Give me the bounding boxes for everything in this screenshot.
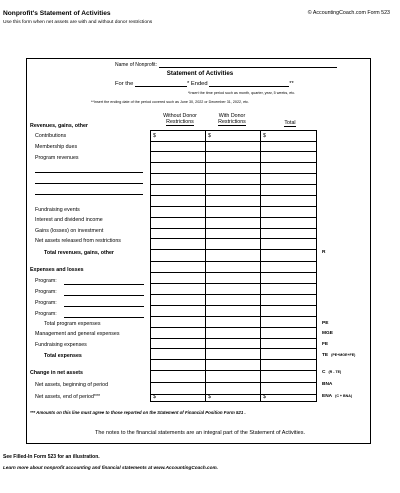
grid-hline: [150, 382, 317, 383]
dollar-sign: $: [153, 133, 156, 139]
row-gains: Gains (losses) on investment: [35, 228, 104, 234]
grid-hline: [150, 238, 317, 239]
grid-vline: [205, 130, 206, 401]
form-reference: © AccountingCoach.com Form 523: [307, 10, 390, 16]
dollar-sign: $: [263, 133, 266, 139]
expenses-heading: Expenses and losses: [30, 267, 84, 273]
period-note: *Insert the time period such as month, quarter, year, 5 weeks, etc.: [188, 91, 296, 95]
col-with-line1: With Donor: [218, 113, 246, 119]
blank-line[interactable]: [64, 306, 144, 307]
amounts-grid: [150, 130, 317, 401]
grid-hline: [150, 401, 317, 402]
code-te-formula: (PE+MGE+FE): [331, 353, 356, 357]
blank-line[interactable]: [35, 172, 143, 173]
dollar-sign: $: [208, 133, 211, 139]
footnote: *** Amounts on this line must agree to those reported on the Statement of Financial Position Form 521 .: [30, 410, 246, 415]
code-pe-label: PE: [322, 321, 329, 326]
grid-hline: [150, 162, 317, 163]
row-interest: Interest and dividend income: [35, 217, 103, 223]
grid-hline: [150, 206, 317, 207]
grid-hline: [150, 272, 317, 273]
code-ena-label: ENA: [322, 394, 333, 399]
row-released: Net assets released from restrictions: [35, 238, 121, 244]
col-without-donor: [155, 113, 205, 126]
col-without-line1: Without Donor: [163, 113, 197, 119]
grid-hline: [150, 316, 317, 317]
col-without-line2: Restrictions: [166, 119, 194, 126]
grid-vline: [150, 130, 151, 401]
col-with-line2: Restrictions: [218, 119, 246, 126]
nonprofit-name-label: Name of Nonprofit:: [115, 62, 157, 68]
dollar-sign: $: [263, 394, 266, 400]
code-c: [322, 370, 341, 375]
for-the-label: For the: [115, 81, 134, 87]
row-end: Net assets, end of period***: [35, 394, 101, 400]
code-fe: [322, 342, 328, 347]
code-ena-formula: (C + BNA): [335, 394, 353, 398]
end-date-note: **Insert the ending date of the period covered such as June 30, 2022 or December 31, 2022, etc.: [91, 100, 250, 104]
col-with-donor: [209, 113, 255, 126]
grid-hline: [150, 261, 317, 262]
code-pe: [322, 321, 328, 326]
end-date-line[interactable]: [209, 81, 289, 87]
col-total-label: Total: [284, 120, 296, 126]
code-fe-label: FE: [322, 342, 329, 347]
form-subtitle: Use this form when net assets are with and without donor restrictions: [3, 20, 153, 25]
row-program-revenues: Program revenues: [35, 155, 79, 161]
row-fundraising-events: Fundraising events: [35, 207, 80, 213]
grid-vline: [260, 130, 261, 401]
period-line[interactable]: [135, 81, 187, 87]
code-c-formula: (R - TE): [328, 370, 342, 374]
grid-hline: [150, 348, 317, 349]
learn-more: Learn more about nonprofit accounting and financial statements at www.AccountingCoach.com.: [3, 465, 218, 470]
code-te: [322, 353, 355, 358]
row-program: Program:: [35, 311, 57, 317]
ended-label: * Ended: [187, 81, 208, 87]
grid-hline: [150, 394, 317, 395]
nonprofit-name-line[interactable]: [159, 62, 337, 68]
grid-hline: [150, 338, 317, 339]
grid-hline: [150, 217, 317, 218]
code-c-label: C: [322, 370, 326, 375]
code-r-label: R: [322, 250, 326, 255]
grid-hline: [150, 327, 317, 328]
blank-line[interactable]: [64, 284, 144, 285]
row-management: Management and general expenses: [35, 331, 120, 337]
code-mge-label: MGE: [322, 331, 333, 336]
code-mge: [322, 331, 333, 336]
col-total: [264, 120, 316, 127]
see-illustration: See Filled-In Form 523 for an illustration.: [3, 454, 100, 460]
grid-hline: [150, 173, 317, 174]
grid-hline: [150, 130, 317, 131]
code-te-label: TE: [322, 353, 329, 358]
grid-hline: [150, 359, 317, 360]
row-program: Program:: [35, 289, 57, 295]
grid-hline: [150, 370, 317, 371]
grid-hline: [150, 294, 317, 295]
blank-line[interactable]: [64, 317, 144, 318]
blank-line[interactable]: [35, 183, 143, 184]
row-beginning: Net assets, beginning of period: [35, 382, 109, 388]
code-ena: [322, 394, 352, 399]
code-bna: [322, 382, 332, 387]
blank-line[interactable]: [35, 194, 143, 195]
blank-line[interactable]: [64, 295, 144, 296]
statement-title: Statement of Activities: [166, 70, 234, 77]
code-bna-label: BNA: [322, 382, 333, 387]
grid-hline: [150, 283, 317, 284]
row-total-revenues: Total revenues, gains, other: [44, 250, 114, 256]
change-heading: Change in net assets: [30, 370, 83, 376]
row-contributions: Contributions: [35, 133, 67, 139]
double-star: **: [289, 81, 294, 87]
row-total-expenses: Total expenses: [44, 353, 82, 359]
dollar-sign: $: [208, 394, 211, 400]
row-total-program: Total program expenses: [44, 321, 101, 327]
form-title: Nonprofit's Statement of Activities: [3, 10, 111, 17]
row-membership: Membership dues: [35, 144, 78, 150]
grid-hline: [150, 184, 317, 185]
grid-vline: [316, 130, 317, 401]
row-fundraising: Fundraising expenses: [35, 342, 87, 348]
dollar-sign: $: [153, 394, 156, 400]
grid-hline: [150, 305, 317, 306]
revenues-heading: Revenues, gains, other: [30, 123, 88, 129]
grid-hline: [150, 195, 317, 196]
row-program: Program:: [35, 278, 57, 284]
nonprofit-name-field: [115, 62, 337, 68]
row-program: Program:: [35, 300, 57, 306]
grid-hline: [150, 249, 317, 250]
grid-hline: [150, 141, 317, 142]
code-r: [322, 250, 325, 255]
grid-hline: [150, 151, 317, 152]
grid-hline: [150, 228, 317, 229]
integral-note: The notes to the financial statements are an integral part of the Statement of Activities.: [94, 430, 306, 436]
period-field: [115, 81, 294, 87]
